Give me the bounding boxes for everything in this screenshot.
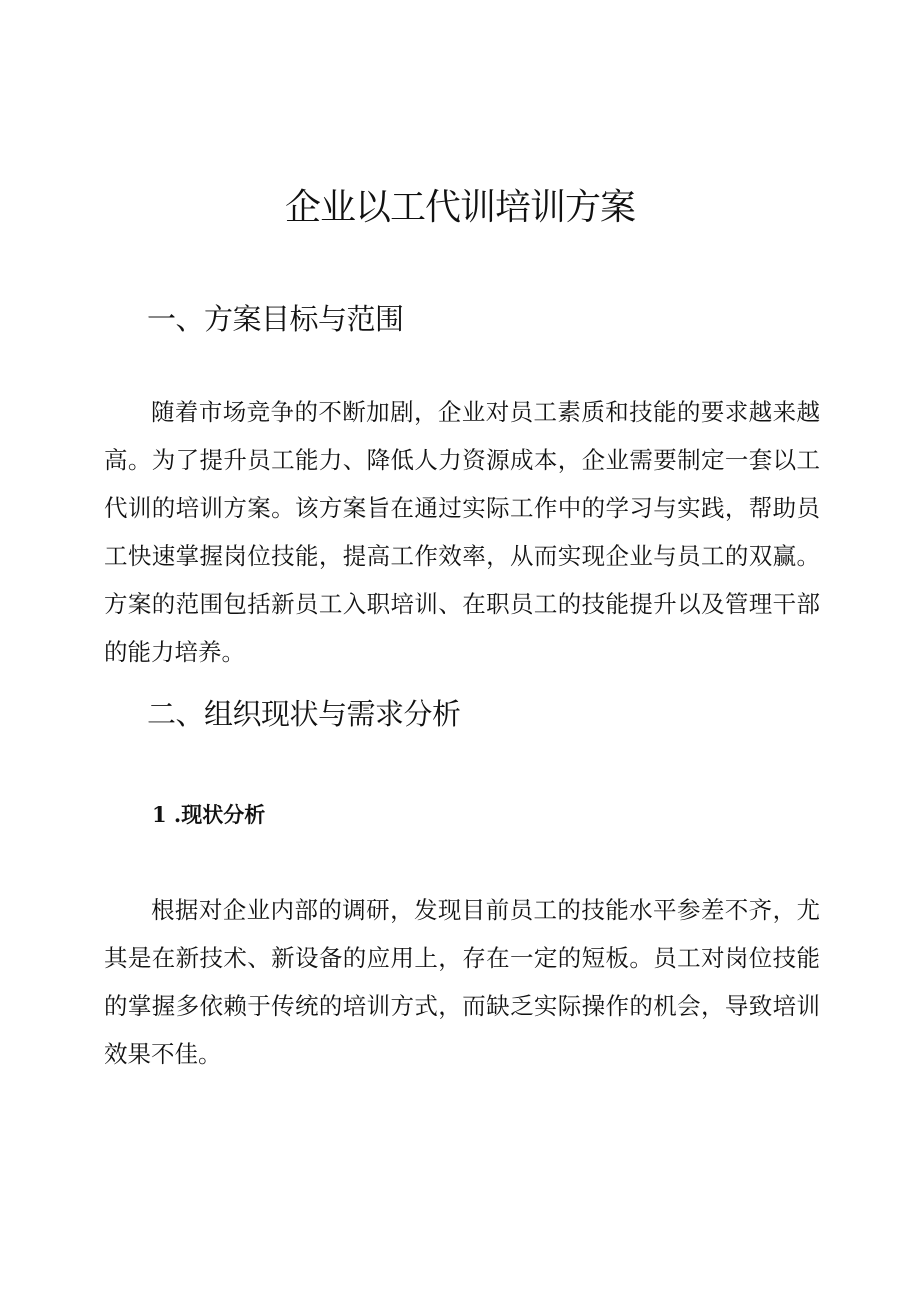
section-heading-goals-scope: 一、方案目标与范围	[147, 302, 404, 336]
document-title: 企业以工代训培训方案	[284, 187, 635, 228]
section-heading-status-needs: 二、组织现状与需求分析	[147, 697, 461, 731]
section-paragraph-status-analysis: 根据对企业内部的调研，发现目前员工的技能水平参差不齐，尤其是在新技术、新设备的应用上，存在一定的短板。员工对岗位技能的掌握多依赖于传统的培训方式，而缺乏实际操作的机会，导致培训效果不佳。	[104, 896, 820, 1068]
section-paragraph-goals-scope: 随着市场竞争的不断加剧，企业对员工素质和技能的要求越来越高。为了提升员工能力、降低人力资源成本，企业需要制定一套以工代训的培训方案。该方案旨在通过实际工作中的学习与实践，帮助员工快速掌握岗位技能，提高工作效率，从而实现企业与员工的双赢。方案的范围包括新员工入职培训、在职员工的技能提升以及管理干部的能力培养。	[104, 398, 820, 666]
subsection-heading-status-analysis: 1 .现状分析	[152, 802, 266, 827]
